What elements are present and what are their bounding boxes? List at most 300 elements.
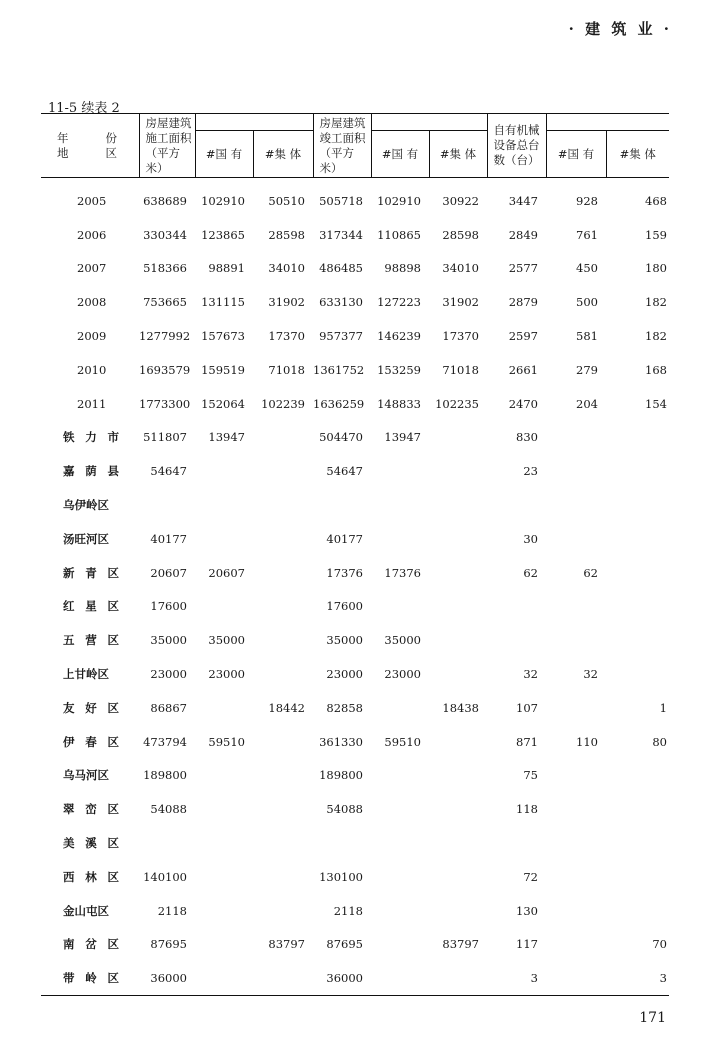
stub-header-line1 [57,131,117,146]
table-cell: 2879 [508,295,538,310]
row-year [41,387,139,421]
header-collective-2: #集 体 [429,131,487,178]
table-label: 11-5 续表 2 [48,101,120,116]
table-cell [253,792,313,826]
table-cell: 87695 [326,937,363,952]
table-cell: 23 [523,464,538,479]
table-cell [606,894,669,928]
table-cell: 511807 [143,430,187,445]
table-cell [195,522,253,556]
table-cell: 31902 [268,295,305,310]
table-cell [606,792,669,826]
stub-year-char2: 份 [105,130,117,145]
row-region [41,556,139,590]
table-cell [195,961,253,995]
header-completed-area-line2: 竣工面积 [319,130,366,145]
stub-year-char1: 年 [57,130,69,145]
table-cell: 2849 [508,227,538,242]
row-year [41,178,139,218]
table-row [41,623,669,657]
table-cell [371,792,429,826]
table-cell [546,421,606,455]
table-cell [606,590,669,624]
table-cell: 54088 [150,802,187,817]
row-region [41,961,139,995]
table-cell [313,826,371,860]
row-label: 铁力市 [63,430,119,445]
table-cell [429,657,487,691]
table-cell: 18438 [442,700,479,715]
table-cell [371,826,429,860]
row-year [41,319,139,353]
table-cell: 71018 [442,362,479,377]
table-cell: 168 [645,362,667,377]
table-cell: 182 [645,329,667,344]
row-region [41,759,139,793]
table-cell: 131115 [201,295,245,310]
header-construction-area-unit: （平方米） [145,145,180,175]
table-header [41,114,669,178]
row-year [41,285,139,319]
table-cell: 279 [576,362,598,377]
table-cell: 75 [523,768,538,783]
table-cell: 153259 [377,362,421,377]
table-cell [546,860,606,894]
table-cell [139,488,195,522]
running-head: · 建 筑 业 · [568,20,672,38]
table-cell: 30 [523,531,538,546]
table-cell: 54647 [150,464,187,479]
table-cell [195,860,253,894]
table-cell [606,522,669,556]
table-cell: 23000 [384,667,421,682]
row-year [41,218,139,252]
table-cell [195,454,253,488]
row-label: 五营区 [63,633,119,648]
table-cell: 62 [523,565,538,580]
table-cell [429,759,487,793]
table-cell [429,522,487,556]
row-label: 金山屯区 [63,903,109,918]
table-cell: 152064 [201,396,245,411]
table-row [41,387,669,421]
table-cell: 204 [576,396,598,411]
table-cell: 110865 [377,227,421,242]
table-cell: 3 [487,961,546,995]
table-cell: 86867 [150,700,187,715]
table-cell: 40177 [326,531,363,546]
table-cell: 123865 [201,227,245,242]
table-cell [487,488,546,522]
table-row [41,792,669,826]
table-cell: 36000 [139,961,195,995]
row-label: 西林区 [63,869,119,884]
table-cell: 189800 [319,768,363,783]
table-cell: 59510 [208,734,245,749]
table-cell: 35000 [150,633,187,648]
table-cell [371,488,429,522]
table-cell [139,826,195,860]
row-region [41,691,139,725]
table-cell [546,894,606,928]
table-cell [253,623,313,657]
table-cell: 1773300 [139,396,191,411]
table-cell: 20607 [208,565,245,580]
header-construction-area-line2: 施工面积 [145,130,192,145]
table-cell [546,454,606,488]
table-cell: 957377 [319,329,363,344]
table-cell: 450 [576,261,598,276]
table-cell [253,657,313,691]
table-cell [371,894,429,928]
table-cell [371,691,429,725]
row-region [41,725,139,759]
table-cell [253,759,313,793]
row-region [41,928,139,962]
table-cell: 71018 [268,362,305,377]
table-cell [195,894,253,928]
header-state-owned-2: #国 有 [371,131,429,178]
table-cell: 182 [645,295,667,310]
table-cell [606,759,669,793]
table-cell [606,421,669,455]
table-body [41,178,669,996]
table-row [41,285,669,319]
table-cell: 140100 [143,869,187,884]
table-cell [546,623,606,657]
table-row [41,725,669,759]
table-row [41,353,669,387]
table-cell: 2118 [333,903,363,918]
header-collective-3: #集 体 [606,131,669,178]
header-gap-1 [195,114,313,131]
row-label: 上甘岭区 [63,667,109,682]
header-state-owned-1: #国 有 [195,131,253,178]
table-cell [371,928,429,962]
table-cell: 59510 [384,734,421,749]
row-region [41,826,139,860]
table-cell: 189800 [143,768,187,783]
table-cell: 17600 [150,599,187,614]
table-cell: 32 [523,667,538,682]
table-cell [253,522,313,556]
table-cell [371,522,429,556]
row-region [41,421,139,455]
table-cell [429,725,487,759]
table-cell [606,488,669,522]
table-cell: 54647 [326,464,363,479]
table-cell [429,623,487,657]
row-year [41,252,139,286]
table-cell: 17376 [384,565,421,580]
row-label: 2007 [77,261,107,276]
table-cell [546,590,606,624]
table-cell: 83797 [268,937,305,952]
table-cell: 500 [576,295,598,310]
table-cell [546,928,606,962]
table-cell [546,792,606,826]
table-cell [546,759,606,793]
table-cell: 117 [516,937,538,952]
table-cell: 1636259 [313,396,365,411]
table-cell: 110 [576,734,598,749]
table-cell [606,860,669,894]
table-cell: 468 [645,193,667,208]
stub-header [41,114,139,178]
table-row [41,252,669,286]
table-cell [195,759,253,793]
table-cell: 130100 [319,869,363,884]
table-cell: 633130 [319,295,363,310]
stub-region-char2: 区 [105,145,117,160]
table-cell [606,623,669,657]
table-cell [487,590,546,624]
table-cell [195,590,253,624]
table-cell: 35000 [326,633,363,648]
table-cell: 159519 [201,362,245,377]
table-row [41,556,669,590]
row-label: 新青区 [63,565,119,580]
row-label: 乌伊岭区 [63,498,109,513]
row-label: 美溪区 [63,836,119,851]
table-cell: 504470 [319,430,363,445]
table-cell [313,488,371,522]
table-row [41,691,669,725]
table-cell [253,826,313,860]
table-cell: 518366 [143,261,187,276]
table-cell: 28598 [442,227,479,242]
table-cell: 34010 [442,261,479,276]
row-label: 嘉荫县 [63,464,119,479]
header-machinery-line1: 自有机械 [493,123,540,137]
table-cell [429,488,487,522]
table-cell: 80 [652,734,667,749]
table-cell: 2597 [508,329,538,344]
table-cell: 102239 [261,396,305,411]
table-row [41,826,669,860]
row-region [41,454,139,488]
table-cell [487,623,546,657]
table-cell: 35000 [208,633,245,648]
row-year [41,353,139,387]
table-row [41,218,669,252]
table-cell: 361330 [319,734,363,749]
table-cell [429,556,487,590]
table-cell [195,792,253,826]
table-cell: 50510 [268,193,305,208]
table-cell: 2577 [508,261,538,276]
table-cell: 102235 [435,396,479,411]
table-cell: 1277992 [139,329,191,344]
table-cell: 127223 [377,295,421,310]
stub-header-line2 [57,146,117,161]
table-cell: 330344 [143,227,187,242]
row-region [41,623,139,657]
table-cell [195,928,253,962]
table-cell [371,454,429,488]
table-cell: 2470 [508,396,538,411]
table-cell: 72 [523,869,538,884]
row-label: 2005 [77,193,107,208]
header-gap-3 [546,114,669,131]
row-label: 2011 [77,396,107,411]
table-cell: 28598 [268,227,305,242]
table-cell [606,826,669,860]
table-cell: 154 [645,396,667,411]
table-cell [371,590,429,624]
table-cell [429,454,487,488]
table-cell: 830 [516,430,538,445]
table-cell [487,826,546,860]
table-cell: 2118 [157,903,187,918]
table-row [41,961,669,995]
table-cell: 1361752 [313,362,365,377]
table-cell: 87695 [150,937,187,952]
table-cell: 928 [576,193,598,208]
table-cell: 17376 [326,565,363,580]
table-cell [371,961,429,995]
table-cell: 20607 [150,565,187,580]
table-cell: 638689 [143,193,187,208]
row-label: 乌马河区 [63,768,109,783]
table-cell: 180 [645,261,667,276]
table-cell: 148833 [377,396,421,411]
row-label: 2008 [77,295,107,310]
table-cell [253,556,313,590]
table-cell [429,590,487,624]
header-construction-area [139,114,195,178]
table-cell: 1693579 [139,362,191,377]
table-cell: 146239 [377,329,421,344]
table-row [41,759,669,793]
table-cell: 17370 [268,329,305,344]
row-label: 红星区 [63,599,119,614]
table-cell [546,961,606,995]
header-state-owned-3: #国 有 [546,131,606,178]
table-cell [195,826,253,860]
header-machinery-unit: 数（台） [493,153,540,167]
table-cell: 2661 [508,362,538,377]
row-label: 汤旺河区 [63,531,109,546]
table-cell [606,454,669,488]
table-cell: 761 [576,227,598,242]
table-cell: 317344 [319,227,363,242]
table-cell: 3 [606,961,669,995]
table-cell: 473794 [143,734,187,749]
table-cell: 40177 [150,531,187,546]
table-cell [195,488,253,522]
table-cell: 35000 [384,633,421,648]
row-label: 翠峦区 [63,802,119,817]
header-collective-1: #集 体 [253,131,313,178]
table-cell: 3447 [508,193,538,208]
table-cell [253,894,313,928]
table-cell: 98898 [384,261,421,276]
table-cell [546,691,606,725]
table-cell: 753665 [143,295,187,310]
table-cell [429,826,487,860]
table-row [41,860,669,894]
table-cell: 83797 [442,937,479,952]
table-cell [606,556,669,590]
table-row [41,522,669,556]
table-row [41,657,669,691]
table-cell: 30922 [442,193,479,208]
row-label: 2006 [77,227,107,242]
table-cell: 31902 [442,295,479,310]
table-cell: 17370 [442,329,479,344]
stub-region-char1: 地 [57,145,69,160]
table-cell [195,691,253,725]
table-cell: 17600 [326,599,363,614]
row-label: 带岭区 [63,971,119,986]
table-cell: 486485 [319,261,363,276]
row-region [41,590,139,624]
table-cell [253,860,313,894]
table-cell: 18442 [268,700,305,715]
row-region [41,522,139,556]
table-cell [371,860,429,894]
table-cell [253,454,313,488]
header-machinery-total [487,114,546,178]
table-cell [546,488,606,522]
table-cell: 34010 [268,261,305,276]
header-gap-2 [371,114,487,131]
table-cell: 157673 [201,329,245,344]
header-construction-area-line1: 房屋建筑 [145,115,192,130]
header-machinery-line2: 设备总台 [493,138,540,152]
table-row [41,894,669,928]
table-cell [253,590,313,624]
table-row [41,590,669,624]
row-region [41,894,139,928]
table-row [41,421,669,455]
table-cell [371,759,429,793]
row-region [41,488,139,522]
table-cell [253,725,313,759]
table-cell [429,860,487,894]
header-completed-area-unit: （平方米） [319,145,354,175]
table-cell: 102910 [377,193,421,208]
table-cell: 62 [583,565,598,580]
table-cell [606,657,669,691]
table-cell: 32 [583,667,598,682]
table-row [41,928,669,962]
header-completed-area [313,114,371,178]
table-cell: 98891 [208,261,245,276]
table-cell: 871 [516,734,538,749]
row-label: 伊春区 [63,734,119,749]
table-cell [429,421,487,455]
table-cell: 118 [516,802,538,817]
table-cell [429,894,487,928]
table-cell: 581 [576,329,598,344]
row-region [41,657,139,691]
table-cell: 1 [659,700,667,715]
table-cell [253,488,313,522]
table-cell: 70 [652,937,667,952]
table-cell: 13947 [208,430,245,445]
table-cell: 102910 [201,193,245,208]
table-cell: 54088 [326,802,363,817]
row-label: 友好区 [63,700,119,715]
table-row [41,178,669,218]
page-number: 171 [639,1010,666,1026]
table-cell [253,961,313,995]
header-completed-area-line1: 房屋建筑 [319,115,366,130]
table-cell: 130 [516,903,538,918]
statistics-table [41,113,669,996]
